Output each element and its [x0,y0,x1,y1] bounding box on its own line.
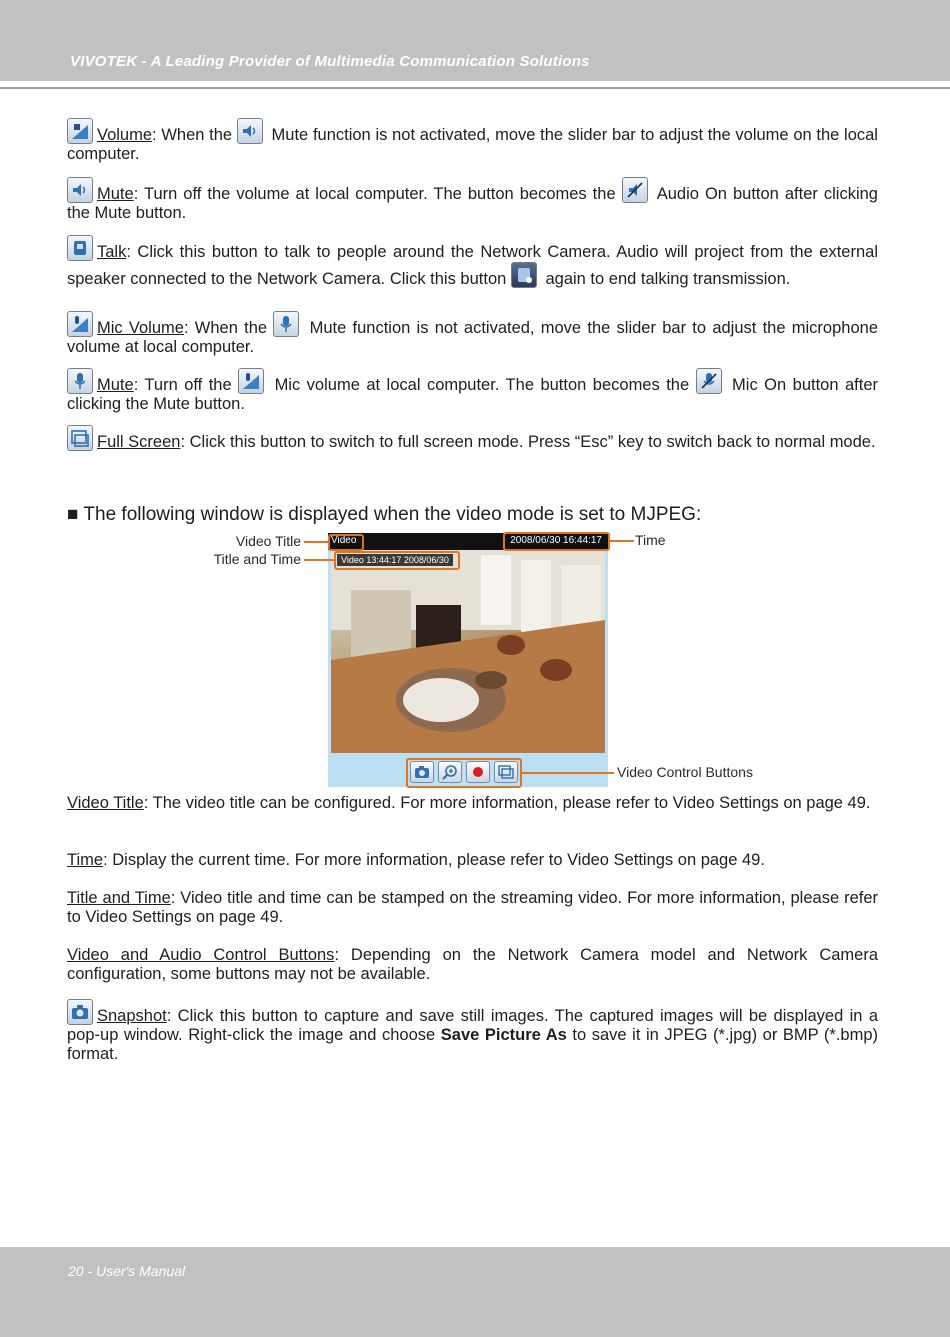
speaker-icon [237,118,263,144]
time-callout-box [503,532,610,551]
speaker-icon [67,177,93,203]
footer-band [0,1247,950,1337]
talk-active-icon [511,262,537,288]
mic-slider-icon [67,311,93,337]
control-buttons-callout-box [406,758,522,788]
control-buttons-callout-line [522,772,614,774]
mic-slider-icon [238,368,264,394]
volume-slider-icon [67,118,93,144]
title-and-time-stamp: Video 13:44:17 2008/06/30 [337,554,453,566]
microphone-icon [67,368,93,394]
section-bullet: ■ The following window is displayed when the video mode is set to MJPEG: [67,504,702,525]
mute-paragraph: Mute: Turn off the volume at local computer. The button becomes the Audio On button after clicking the Mute button. [67,177,878,223]
video-title-label: Video [331,535,357,546]
mjpeg-window-figure [328,533,608,787]
time-display: 2008/06/30 16:44:17 [510,535,602,546]
header-title: VIVOTEK - A Leading Provider of Multimedia Communication Solutions [70,53,590,70]
mic-volume-paragraph: Mic Volume: When the Mute function is not activated, move the slider bar to adjust the microphone volume at local computer. [67,311,878,357]
header-rule [0,87,950,89]
microphone-muted-icon [696,368,722,394]
time-paragraph: Time: Display the current time. For more information, please refer to Video Settings on page 49. [67,851,765,869]
footer-page-label: 20 - User's Manual [68,1263,186,1279]
control-buttons-paragraph: Video and Audio Control Buttons: Depending on the Network Camera model and Network Camera configuration, some buttons may not be available. [67,946,879,983]
video-title-callout-box [328,534,364,551]
video-title-callout-label: Video Title [235,533,301,549]
title-and-time-paragraph: Title and Time: Video title and time can be stamped on the streaming video. For more information, please refer to Video Settings on page 49. [67,889,878,926]
title-and-time-callout-box [334,551,460,570]
speaker-muted-icon [622,177,648,203]
time-callout-label: Time [635,532,666,548]
talk-icon [67,235,93,261]
video-image [331,550,605,753]
room-photo [331,550,605,753]
microphone-icon [273,311,299,337]
volume-paragraph: Volume: When the Mute function is not activated, move the slider bar to adjust the volume on the local computer. [67,118,878,164]
video-title-callout-line [304,541,328,543]
title-and-time-callout-label: Title and Time [213,551,301,567]
snapshot-icon [67,999,93,1025]
fullscreen-icon [67,425,93,451]
talk-paragraph: Talk: Click this button to talk to people around the Network Camera. Audio will project from the external speaker connected to the Network Camera. Click this button again to end talking transmission. [67,235,878,289]
snapshot-paragraph: Snapshot: Click this button to capture and save still images. The captured images will be displayed in a pop-up window. Right-click the image and choose Save Picture As to save it in JPEG (*.jpg) or BMP (*.bmp) format. [67,999,878,1064]
video-title-paragraph: Video Title: The video title can be configured. For more information, please refer to Video Settings on page 49. [67,794,871,812]
full-screen-paragraph: Full Screen: Click this button to switch to full screen mode. Press “Esc” key to switch back to normal mode. [67,425,878,452]
control-buttons-callout-label: Video Control Buttons [617,764,753,780]
time-callout-line [610,540,634,542]
mic-mute-paragraph: Mute: Turn off the Mic volume at local computer. The button becomes the Mic On button after clicking the Mute button. [67,368,878,414]
title-and-time-callout-line [304,559,334,561]
